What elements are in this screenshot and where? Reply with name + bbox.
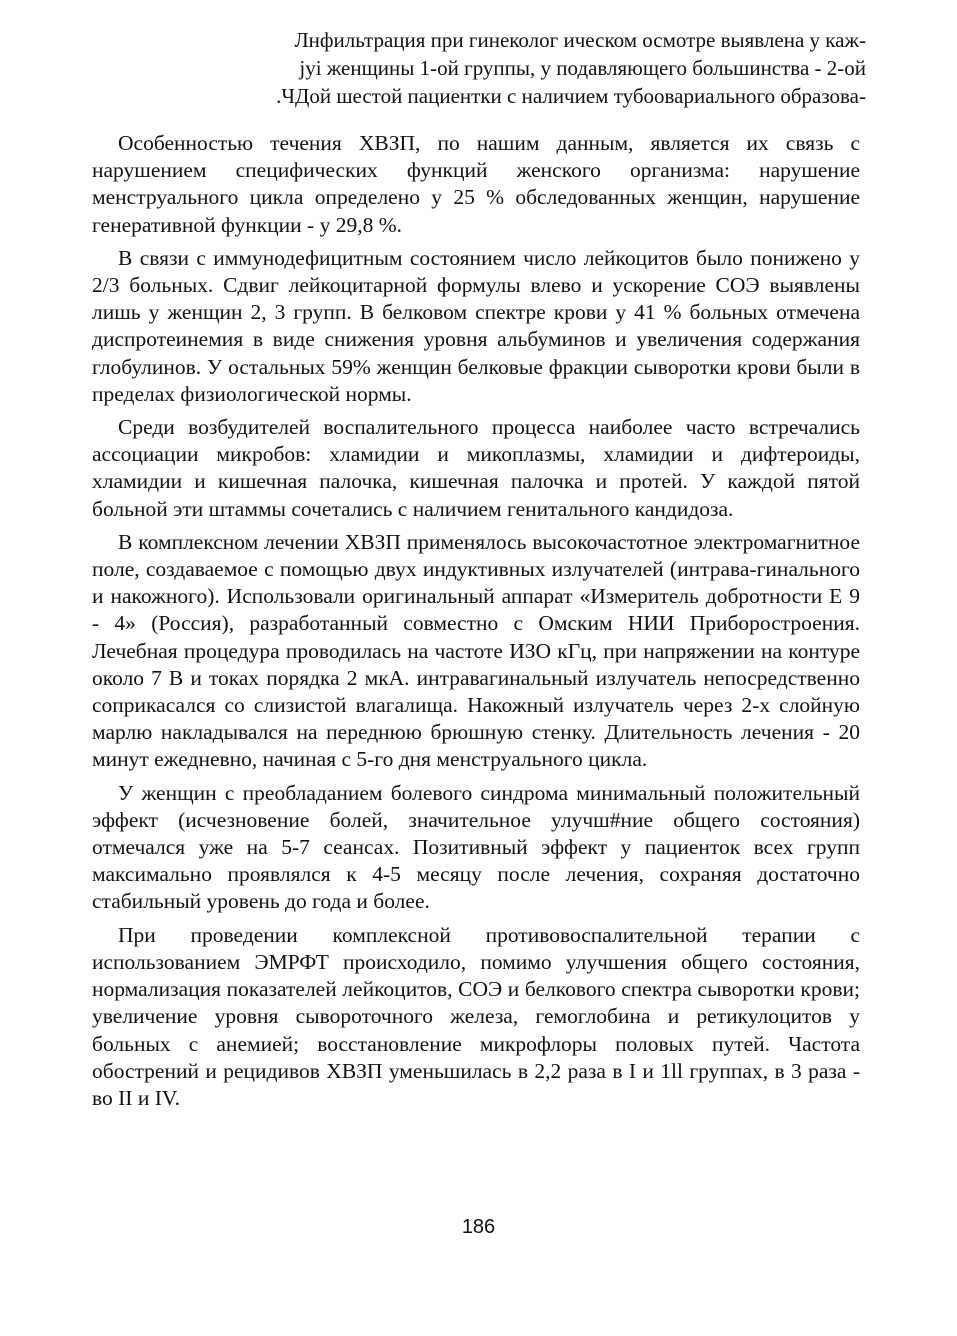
paragraph-treatment: В комплексном лечении ХВЗП применялось высокочастотное электромагнитное поле, создаваемое с помощью двух индуктивных излучателей (интрава-гинального и накожного). Использовали оригинальный аппарат «Измеритель добротности Е 9 - 4» (Россия), разработанный совместно с Омским НИИ Приборостроения. Лечебная процедура проводилась на частоте ИЗО кГц, при напряжении на контуре около 7 В и токах порядка 2 мкА. интравагинальный излучатель непосредственно соприкасался со слизистой влагалища. Накожный излучатель через 2-х слойную марлю накладывался на переднюю брюшную стенку. Длительность лечения - 20 минут ежедневно, начиная с 5-го дня менструального цикла. — [92, 529, 860, 772]
paragraph-immunodeficiency: В связи с иммунодефицитным состоянием число лейкоцитов было понижено у 2/3 больных. Сдвиг лейкоцитарной формулы влево и ускорение СОЭ выявлены лишь у женщин 2, 3 групп. В белковом спектре крови у 41 % больных отмечена диспротеинемия в виде снижения уровня альбуминов и увеличения содержания глобулинов. У остальных 59% женщин белковые фракции сыворотки крови были в пределах физиологической нормы. — [92, 245, 860, 406]
paragraph-features: Особенностью течения ХВЗП, по нашим данным, является их связь с нарушением специфических функций женского организма: нарушение менструального цикла определено у 25 % обследованных женщин, нарушение генеративной функции - у 29,8 %. — [92, 131, 860, 237]
fragment-line: .ЧДой шестой пациентки с наличием тубоовариального образова- — [276, 84, 866, 108]
fragment-line: jyi женщины 1-ой группы, у подавляющего большинства - 2-ой — [299, 56, 866, 80]
pasted-text-fragment — [160, 26, 866, 110]
paragraph-pathogens: Среди возбудителей воспалительного процесса наиболее часто встречались ассоциации микробов: хламидии и микоплазмы, хламидии и дифтероиды, хламидии и кишечная палочка, кишечная палочка и протей. У каждой пятой больной эти штаммы сочетались с наличием генитального кандидоза. — [92, 415, 860, 521]
paragraph-effect: У женщин с преобладанием болевого синдрома минимальный положительный эффект (исчезновение болей, значительное улучш#ние общего состояния) отмечался уже на 5-7 сеансах. Позитивный эффект у пациенток всех групп максимально проявлялся к 4-5 месяцу после лечения, сохраняя достаточно стабильный уровень до года и более. — [92, 780, 860, 914]
body-text — [92, 130, 860, 1118]
paragraph-results: При проведении комплексной противовоспалительной терапии с использованием ЭМРФТ происходило, помимо улучшения общего состояния, нормализация показателей лейкоцитов, СОЭ и белкового спектра сыворотки крови; увеличение уровня сывороточного железа, гемоглобина и ретикулоцитов у больных с анемией; восстановление микрофлоры половых путей. Частота обострений и рецидивов ХВЗП уменьшилась в 2,2 раза в I и 1ll группах, в 3 раза - во II и IV. — [92, 922, 860, 1110]
page-number: 186 — [461, 1216, 496, 1238]
fragment-line: Лнфильтрация при гинеколог ическом осмотре выявлена у каж- — [294, 28, 866, 52]
